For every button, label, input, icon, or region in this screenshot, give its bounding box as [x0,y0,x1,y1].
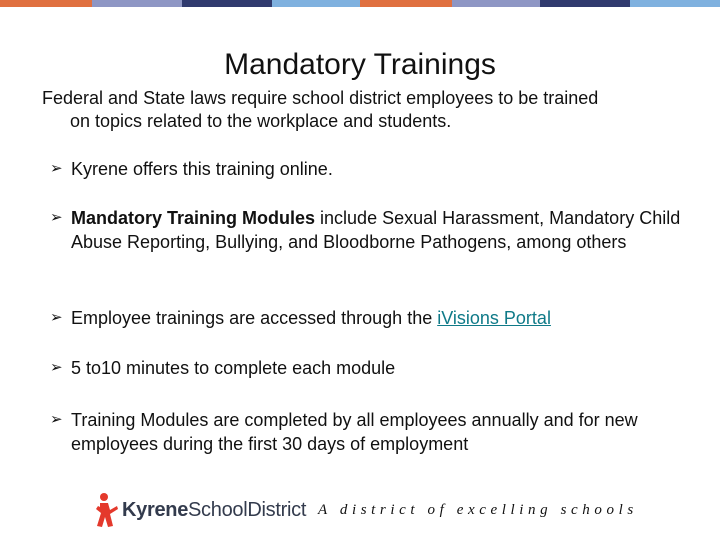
logo-name-part1: Kyrene [122,498,189,521]
bullet-training-modules [50,206,690,254]
bullet-rest-text: include Sexual Harassment, Mandatory Child Abuse Reporting, Bullying, and Bloodborne Pathogens, among others [71,208,681,252]
color-bar-segment [92,0,182,7]
arrow-bullet-icon: ➢ [50,160,63,177]
intro-line-2: on topics related to the workplace and students. [70,111,452,131]
intro-paragraph [42,87,682,133]
bullet-text [71,206,690,254]
arrow-bullet-icon: ➢ [50,209,63,226]
arrow-bullet-icon: ➢ [50,359,63,376]
kyrene-logo [95,492,306,528]
slide-title: Mandatory Trainings [224,48,496,81]
color-bar-segment [540,0,630,7]
ivisions-portal-link[interactable]: iVisions Portal [437,308,551,328]
bullet-text: Training Modules are completed by all employees annually and for new employees during the first 30 days of employment [71,410,638,454]
kyrene-figure-icon [95,492,119,528]
bullet-portal-text: Employee trainings are accessed through the [71,308,438,328]
bullet-portal-access [50,306,690,330]
bullet-completion [50,408,690,456]
logo-wordmark [122,499,306,522]
footer-tagline: A district of excelling schools [318,502,638,518]
color-bar-segment [360,0,452,7]
bullet-text: 5 to10 minutes to complete each module [71,358,396,378]
logo-name-part2: SchoolDistrict [188,498,307,521]
arrow-bullet-icon: ➢ [50,411,63,428]
bullet-bold-text: Mandatory Training Modules [71,208,316,228]
bullet-text: Kyrene offers this training online. [71,159,333,179]
bullet-text [71,306,690,330]
color-bar-segment [182,0,272,7]
color-bar-segment [0,0,92,7]
bullet-duration [50,356,690,380]
intro-line-1: Federal and State laws require school district employees to be trained [42,88,599,108]
arrow-bullet-icon: ➢ [50,309,63,326]
color-bar-segment [630,0,720,7]
color-bar-segment [272,0,360,7]
bullet-online-training [50,157,690,181]
top-color-bar [0,0,720,7]
color-bar-segment [452,0,540,7]
